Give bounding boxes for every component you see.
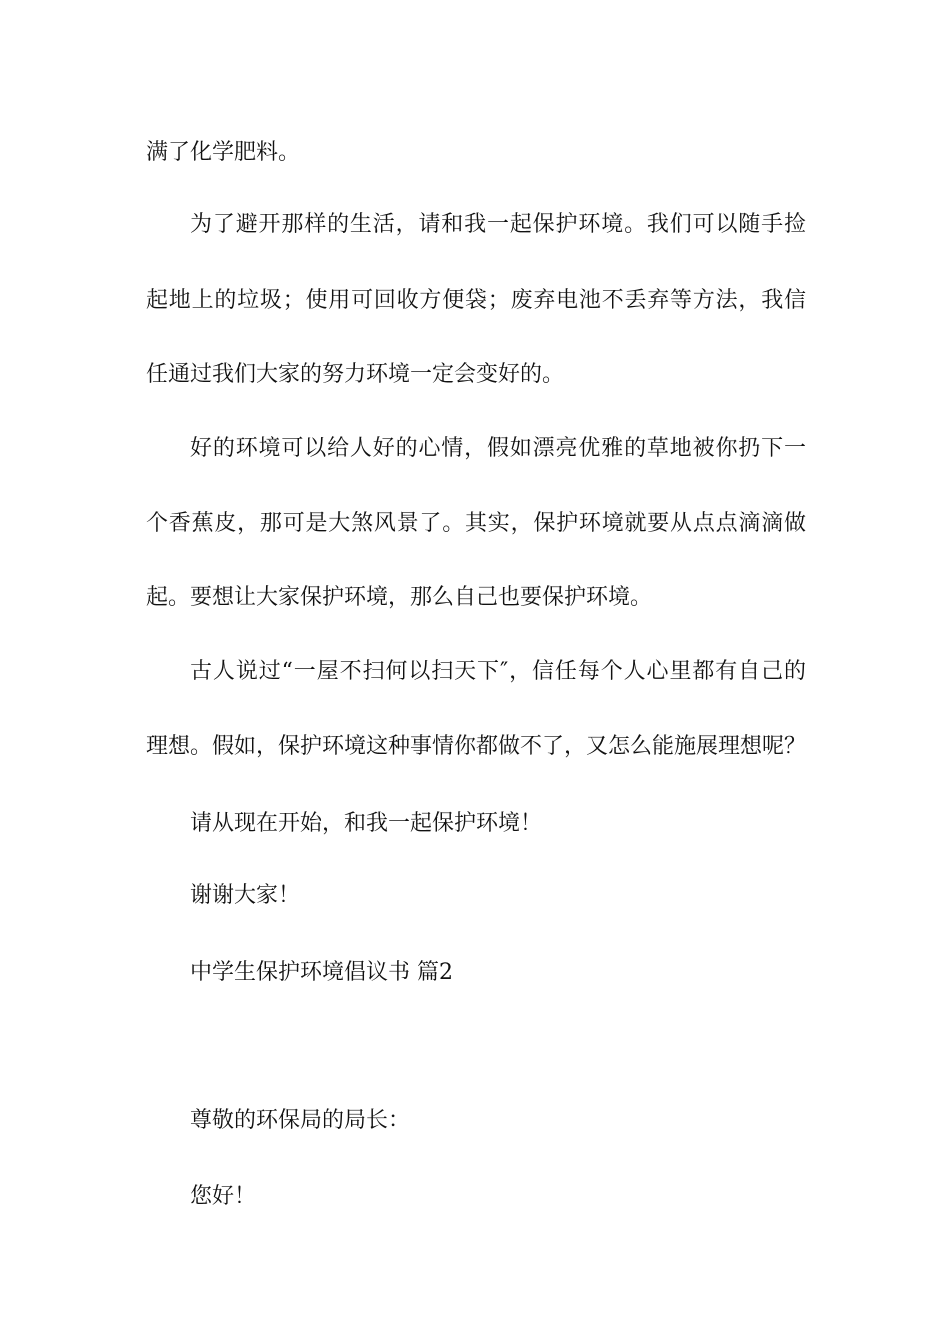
paragraph-line: 起。要想让大家保护环境，那么自己也要保护环境。	[146, 585, 653, 610]
paragraph-line: 起地上的垃圾；使用可回收方便袋；废弃电池不丢弃等方法，我信	[146, 288, 806, 313]
section-title: 中学生保护环境倡议书 篇2	[190, 960, 453, 985]
paragraph-line: 满了化学肥料。	[146, 140, 301, 165]
paragraph-line: 好的环境可以给人好的心情，假如漂亮优雅的草地被你扔下一	[190, 436, 806, 461]
paragraph-line: 个香蕉皮，那可是大煞风景了。其实，保护环境就要从点点滴滴做	[146, 511, 806, 536]
paragraph-line: 古人说过“一屋不扫何以扫天下″，信任每个人心里都有自己的	[190, 659, 806, 684]
paragraph-line: 为了避开那样的生活，请和我一起保护环境。我们可以随手捡	[190, 212, 806, 237]
closing-thanks: 谢谢大家！	[190, 883, 301, 908]
salutation: 尊敬的环保局的局长：	[190, 1108, 411, 1133]
closing-call: 请从现在开始，和我一起保护环境！	[190, 811, 543, 836]
paragraph-line: 任通过我们大家的努力环境一定会变好的。	[146, 362, 565, 387]
paragraph-line: 理想。假如，保护环境这种事情你都做不了，又怎么能施展理想呢？	[146, 734, 807, 759]
greeting: 您好！	[190, 1184, 257, 1209]
